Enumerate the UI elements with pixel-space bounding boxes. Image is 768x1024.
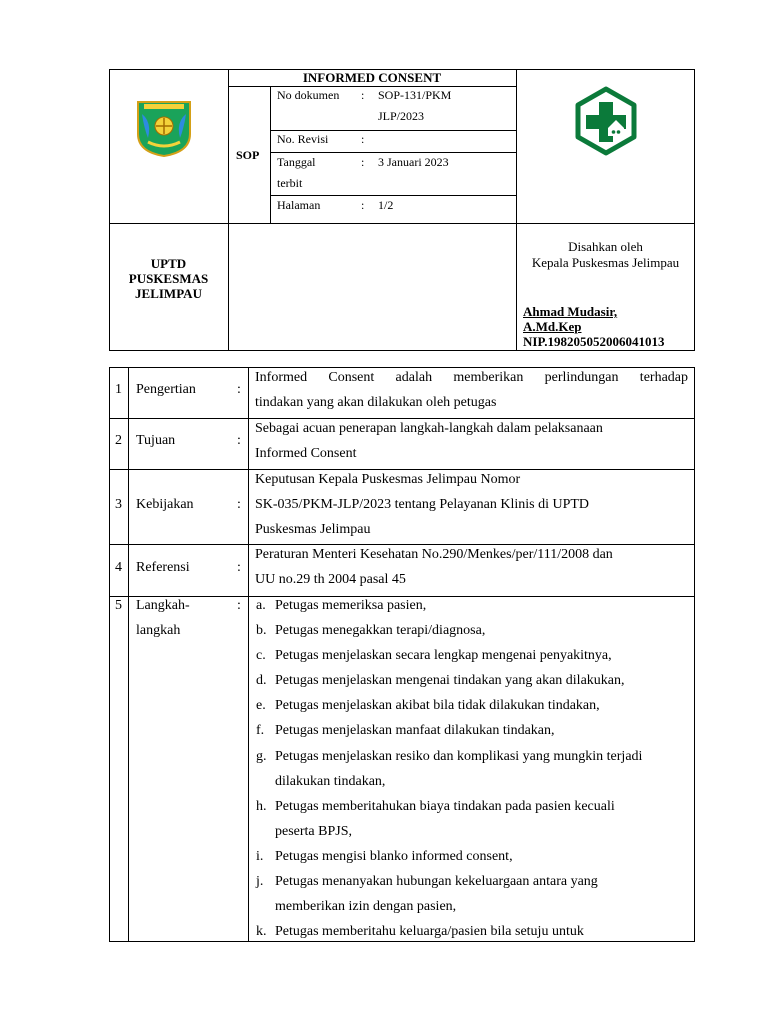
approver-name-1: Ahmad Mudasir, — [523, 304, 618, 319]
sop-label: SOP — [236, 148, 260, 162]
revision-sep: : — [361, 132, 365, 146]
section-number: 1 — [115, 382, 122, 397]
step-letter: b. — [256, 623, 267, 638]
step-text: peserta BPJS, — [275, 824, 352, 839]
approval-line-1: Disahkan oleh — [568, 239, 643, 254]
page-sep: : — [361, 198, 365, 212]
section-number: 5 — [115, 598, 122, 613]
section-sep: : — [237, 560, 241, 575]
step-text: Petugas memeriksa pasien, — [275, 598, 427, 613]
document-title: INFORMED CONSENT — [302, 70, 442, 85]
approver-nip: NIP.198205052006041013 — [523, 334, 665, 349]
section-text-line: UU no.29 th 2004 pasal 45 — [255, 572, 406, 587]
doc-number-label: No dokumen — [277, 88, 340, 102]
section-text-line: Sebagai acuan penerapan langkah-langkah dalam pelaksanaan — [255, 421, 603, 436]
step-letter: h. — [256, 799, 267, 814]
puskesmas-cross-logo — [571, 86, 641, 156]
section-title-tujuan: Tujuan — [136, 433, 176, 448]
section-number: 3 — [115, 497, 122, 512]
step-text: Petugas memberitahu keluarga/pasien bila setuju untuk — [275, 924, 584, 939]
section-text-line: Informed Consent — [255, 446, 357, 461]
step-letter: g. — [256, 749, 267, 764]
step-text: Petugas menegakkan terapi/diagnosa, — [275, 623, 486, 638]
step-text: Petugas menjelaskan mengenai tindakan yang akan dilakukan, — [275, 673, 625, 688]
section-title-langkah-1: Langkah- — [136, 598, 190, 613]
org-name-line-1: UPTD — [150, 256, 187, 271]
step-text: Petugas memberitahukan biaya tindakan pada pasien kecuali — [275, 799, 615, 814]
revision-label: No. Revisi — [277, 132, 329, 146]
doc-number-value-1: SOP-131/PKM — [378, 88, 452, 102]
step-text: Petugas menjelaskan akibat bila tidak dilakukan tindakan, — [275, 698, 600, 713]
step-letter: i. — [256, 849, 264, 864]
section-text-line: Keputusan Kepala Puskesmas Jelimpau Nomor — [255, 472, 521, 487]
step-letter: f. — [256, 723, 265, 738]
step-text: Petugas menanyakan hubungan kekeluargaan antara yang — [275, 874, 598, 889]
section-text-line: Informed Consent adalah memberikan perlindungan terhadap — [255, 370, 688, 385]
section-sep: : — [237, 382, 241, 397]
section-text-line: tindakan yang akan dilakukan oleh petugas — [255, 395, 497, 410]
issue-date-sep: : — [361, 155, 365, 169]
section-title-referensi: Referensi — [136, 560, 190, 575]
doc-number-value-2: JLP/2023 — [378, 109, 425, 123]
step-text: dilakukan tindakan, — [275, 774, 386, 789]
section-sep: : — [237, 598, 241, 613]
issue-date-label-2: terbit — [277, 176, 303, 190]
section-text-line: SK-035/PKM-JLP/2023 tentang Pelayanan Klinis di UPTD — [255, 497, 590, 512]
org-name-line-3: JELIMPAU — [135, 286, 202, 301]
section-text-line: Puskesmas Jelimpau — [255, 522, 371, 537]
step-text: memberikan izin dengan pasien, — [275, 899, 457, 914]
step-letter: c. — [256, 648, 266, 663]
page-label: Halaman — [277, 198, 321, 212]
step-text: Petugas menjelaskan resiko dan komplikasi yang mungkin terjadi — [275, 749, 643, 764]
section-text-line: Peraturan Menteri Kesehatan No.290/Menkes/per/111/2008 dan — [255, 547, 613, 562]
step-letter: e. — [256, 698, 266, 713]
step-letter: k. — [256, 924, 267, 939]
step-text: Petugas menjelaskan secara lengkap mengenai penyakitnya, — [275, 648, 612, 663]
doc-number-sep: : — [361, 88, 365, 102]
section-sep: : — [237, 433, 241, 448]
step-letter: j. — [256, 874, 264, 889]
section-title-langkah-2: langkah — [136, 623, 181, 638]
section-sep: : — [237, 497, 241, 512]
approver-name-2: A.Md.Kep — [523, 319, 582, 334]
regional-emblem-logo — [134, 98, 194, 158]
section-number: 4 — [115, 560, 122, 575]
section-title-kebijakan: Kebijakan — [136, 497, 194, 512]
page-value: 1/2 — [378, 198, 394, 212]
approval-line-2: Kepala Puskesmas Jelimpau — [531, 255, 680, 270]
step-letter: d. — [256, 673, 267, 688]
issue-date-value: 3 Januari 2023 — [378, 155, 449, 169]
section-title-pengertian: Pengertian — [136, 382, 196, 397]
step-text: Petugas mengisi blanko informed consent, — [275, 849, 513, 864]
issue-date-label-1: Tanggal — [277, 155, 316, 169]
step-letter: a. — [256, 598, 266, 613]
section-number: 2 — [115, 433, 122, 448]
step-text: Petugas menjelaskan manfaat dilakukan tindakan, — [275, 723, 555, 738]
org-name-line-2: PUSKESMAS — [128, 271, 209, 286]
